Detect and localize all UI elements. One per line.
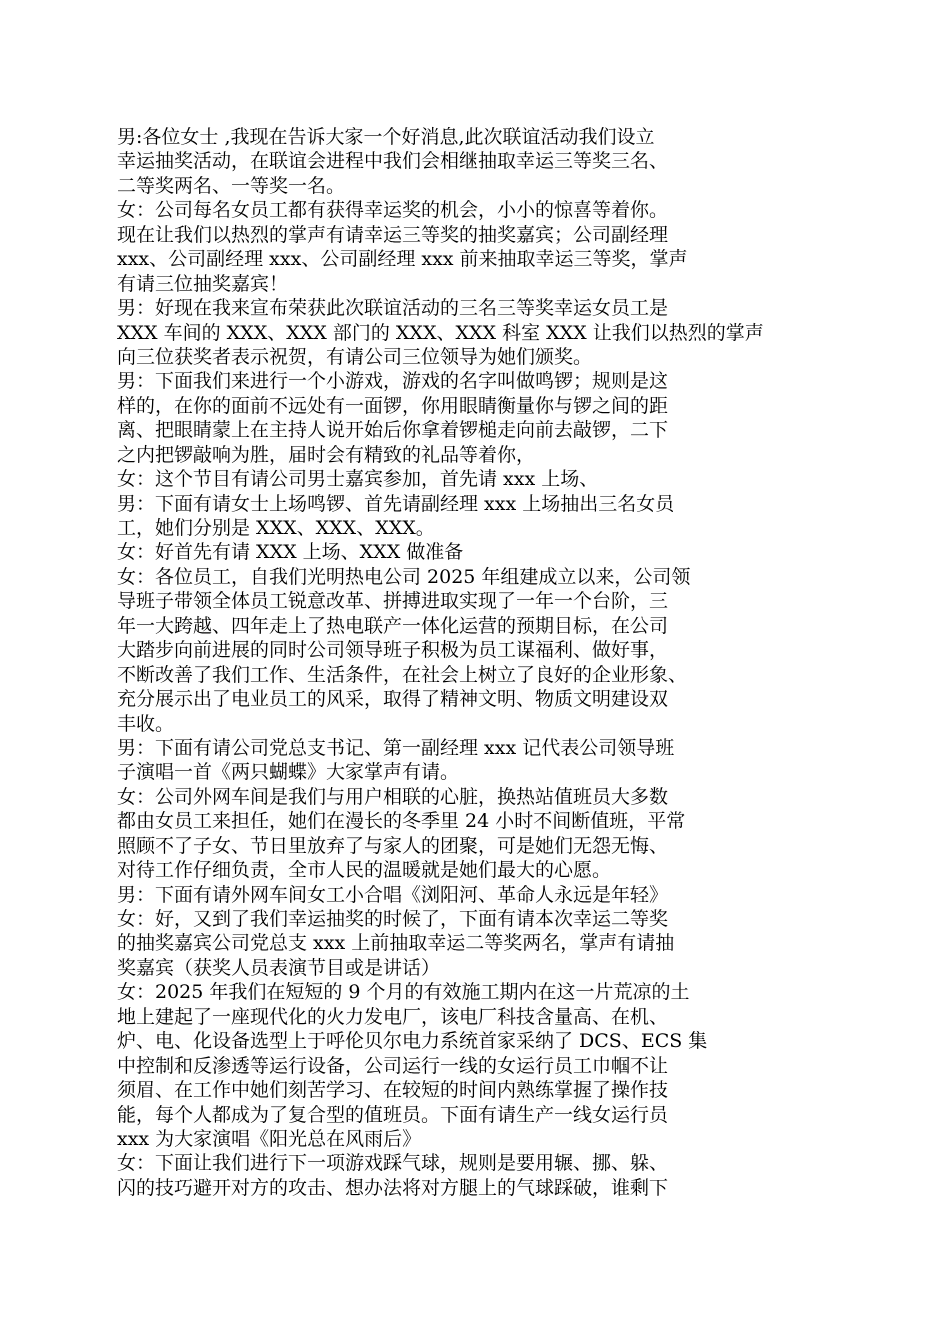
text-line: 的抽奖嘉宾公司党总支 xxx 上前抽取幸运二等奖两名，掌声有请抽 (117, 932, 675, 955)
text-line: 闪的技巧避开对方的攻击、想办法将对方腿上的气球踩破，谁剩下 (117, 1176, 669, 1199)
text-line: 现在让我们以热烈的掌声有请幸运三等奖的抽奖嘉宾；公司副经理 (117, 223, 669, 246)
text-line: 女：各位员工，自我们光明热电公司 2025 年组建成立以来，公司领 (117, 565, 691, 588)
text-line: 女：好，又到了我们幸运抽奖的时候了，下面有请本次幸运二等奖 (117, 908, 669, 930)
text-line: 幸运抽奖活动，在联谊会进程中我们会相继抽取幸运三等奖三名、 (117, 150, 669, 173)
text-line: 男：下面有请女士上场鸣锣、首先请副经理 xxx 上场抽出三名女员 (117, 492, 675, 515)
text-line: 地上建起了一座现代化的火力发电厂，该电厂科技含量高、在机、 (117, 1005, 669, 1028)
text-line: 年一大跨越、四年走上了热电联产一体化运营的预期目标，在公司 (117, 614, 669, 637)
text-line: 样的，在你的面前不远处有一面锣，你用眼睛衡量你与锣之间的距 (117, 394, 669, 417)
text-line: 女：好首先有请 XXX 上场、XXX 做准备 (117, 541, 464, 564)
text-line: 女：2025 年我们在短短的 9 个月的有效施工期内在这一片荒凉的土 (117, 981, 690, 1004)
text-line: 充分展示出了电业员工的风采，取得了精神文明、物质文明建设双 (117, 688, 669, 711)
text-line: 丰收。 (117, 712, 175, 735)
text-line: 炉、电、化设备选型上于呼伦贝尔电力系统首家采纳了 DCS、ECS 集 (117, 1030, 708, 1053)
text-line: 子演唱一首《两只蝴蝶》大家掌声有请。 (117, 761, 460, 784)
text-line: 须眉、在工作中她们刻苦学习、在较短的时间内熟练掌握了操作技 (117, 1079, 669, 1102)
text-line: 女：下面让我们进行下一项游戏踩气球，规则是要用辗、挪、躲、 (117, 1152, 669, 1175)
text-line: 女：公司外网车间是我们与用户相联的心脏，换热站值班员大多数 (117, 785, 669, 808)
text-line: 男：下面有请公司党总支书记、第一副经理 xxx 记代表公司领导班 (117, 736, 675, 759)
text-line: 照顾不了子女、节日里放弃了与家人的团聚，可是她们无怨无悔、 (117, 834, 669, 857)
text-line: 能，每个人都成为了复合型的值班员。下面有请生产一线女运行员 (117, 1103, 669, 1126)
text-line: 导班子带领全体员工锐意改革、拼搏进取实现了一年一个台阶，三 (117, 590, 669, 613)
text-line: 工，她们分别是 XXX、XXX、XXX。 (117, 517, 435, 539)
text-line: 女：公司每名女员工都有获得幸运奖的机会，小小的惊喜等着你。 (117, 199, 669, 222)
text-line: 之内把锣敲响为胜，届时会有精致的礼品等着你， (117, 443, 536, 466)
text-line: xxx、公司副经理 xxx、公司副经理 xxx 前来抽取幸运三等奖，掌声 (117, 248, 688, 271)
text-line: 奖嘉宾（获奖人员表演节目或是讲话） (117, 956, 441, 979)
text-line: 男:各位女士 ,我现在告诉大家一个好消息,此次联谊活动我们设立 (117, 126, 655, 148)
text-line: 男：好现在我来宣布荣获此次联谊活动的三名三等奖幸运女员工是 (117, 297, 669, 320)
text-line: 不断改善了我们工作、生活条件，在社会上树立了良好的企业形象、 (117, 663, 688, 686)
text-line: 男：下面有请外网车间女工小合唱《浏阳河、革命人永远是年轻》 (117, 883, 669, 906)
text-line: 大踏步向前进展的同时公司领导班子积极为员工谋福利、做好事， (117, 639, 669, 662)
text-line: 男：下面我们来进行一个小游戏，游戏的名字叫做鸣锣；规则是这 (117, 370, 669, 393)
text-line: 对待工作仔细负责，全市人民的温暖就是她们最大的心愿。 (117, 859, 612, 882)
document-body (117, 125, 807, 1200)
text-line: 二等奖两名、一等奖一名。 (117, 174, 346, 197)
text-line: 女：这个节目有请公司男士嘉宾参加，首先请 xxx 上场、 (117, 468, 599, 491)
text-line: 中控制和反渗透等运行设备，公司运行一线的女运行员工巾帼不让 (117, 1054, 669, 1077)
text-line: xxx 为大家演唱《阳光总在风雨后》 (117, 1127, 422, 1150)
text-line: 向三位获奖者表示祝贺，有请公司三位领导为她们颁奖。 (117, 345, 593, 368)
text-line: XXX 车间的 XXX、XXX 部门的 XXX、XXX 科室 XXX 让我们以热烈的掌声 (117, 321, 764, 344)
text-line: 离、把眼睛蒙上在主持人说开始后你拿着锣槌走向前去敲锣，二下 (117, 419, 669, 442)
text-line: 有请三位抽奖嘉宾！ (117, 272, 289, 295)
text-line: 都由女员工来担任，她们在漫长的冬季里 24 小时不间断值班，平常 (117, 810, 686, 833)
